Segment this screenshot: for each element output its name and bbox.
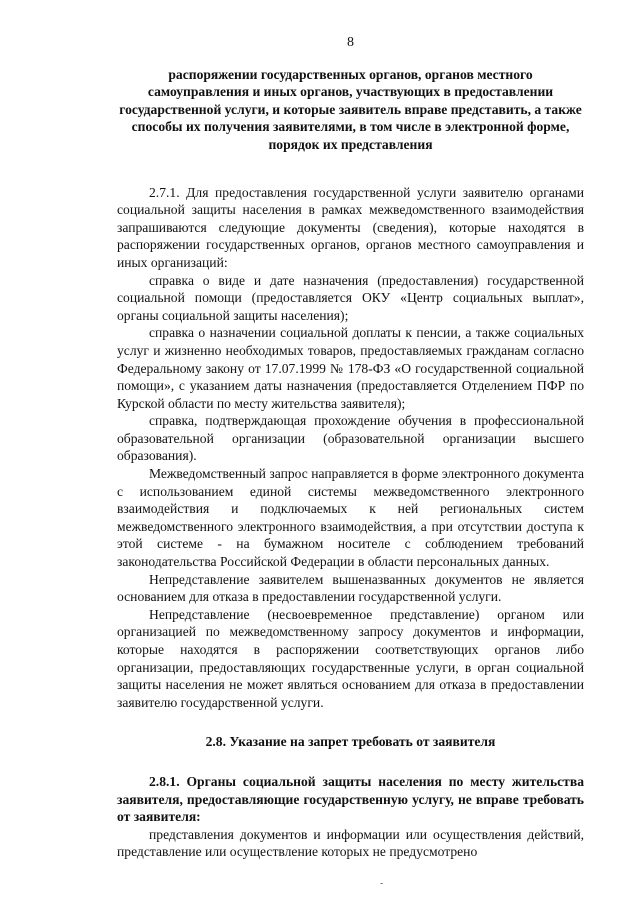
paragraph-item-social-help: справка о виде и дате назначения (предоставления) государственной социальной помощи (предоставляется ОКУ «Центр социальных выплат», органы социальной защиты населения); bbox=[117, 272, 584, 323]
paragraph-non-submission: Непредставление заявителем вышеназванных документов не является основанием для отказа в предоставлении государственной услуги. bbox=[117, 571, 584, 605]
footer-mark: - bbox=[380, 878, 384, 889]
paragraph-last: представления документов и информации или осуществления действий, представление или осуществление которых не предусмотрено bbox=[117, 826, 584, 860]
paragraph-2-7-1: 2.7.1. Для предоставления государственной услуги заявителю органами социальной защиты населения в рамках межведомственного взаимодействия запрашиваются следующие документы (сведения), которые находятся в распоряжении государственных органов, органов местного самоуправления и иных организаций: bbox=[117, 184, 584, 270]
paragraph-late-submission: Непредставление (несвоевременное представление) органом или организацией по межведомственному запросу документов и информации, которые находятся в распоряжении соответствующих органов либо организации, предоставляющих государственные услуги, в орган социальной защиты населения не может являться основанием для отказа в предоставлении заявителю государственной услуги. bbox=[117, 606, 584, 710]
subsection-2-8-1: 2.8.1. Органы социальной защиты населения по месту жительства заявителя, предоставляющие государственную услугу, не вправе требовать от заявителя: bbox=[117, 773, 584, 825]
page-number: 8 bbox=[347, 35, 354, 50]
intro-heading: распоряжении государственных органов, органов местного самоуправления и иных органов, участвующих в предоставлении государственной услуги, и которые заявитель вправе представить, а также способы их получения заявителями, в том числе в электронной форме, порядок их представления bbox=[119, 66, 582, 152]
paragraph-interagency-request: Межведомственный запрос направляется в форме электронного документа с использованием единой системы межведомственного электронного взаимодействия и подключаемых к ней региональных систем межведомственного электронного взаимодействия, а при отсутствии доступа к этой системе - на бумажном носителе с соблюдением требований законодательства Российской Федерации в области персональных данных. bbox=[117, 466, 584, 570]
section-title-2-8: 2.8. Указание на запрет требовать от заявителя bbox=[205, 734, 496, 750]
paragraph-item-education: справка, подтверждающая прохождение обучения в профессиональной образовательной организации (образовательной организации высшего образования). bbox=[117, 413, 584, 464]
paragraph-item-pension: справка о назначении социальной доплаты к пенсии, а также социальных услуг и жизненно необходимых товаров, предоставляемых гражданам согласно Федеральному закону от 17.07.1999 № 178-ФЗ «О государственной социальной помощи», с указанием даты назначения (предоставляется Отделением ПФР по Курской области по месту жительства заявителя); bbox=[117, 325, 584, 411]
